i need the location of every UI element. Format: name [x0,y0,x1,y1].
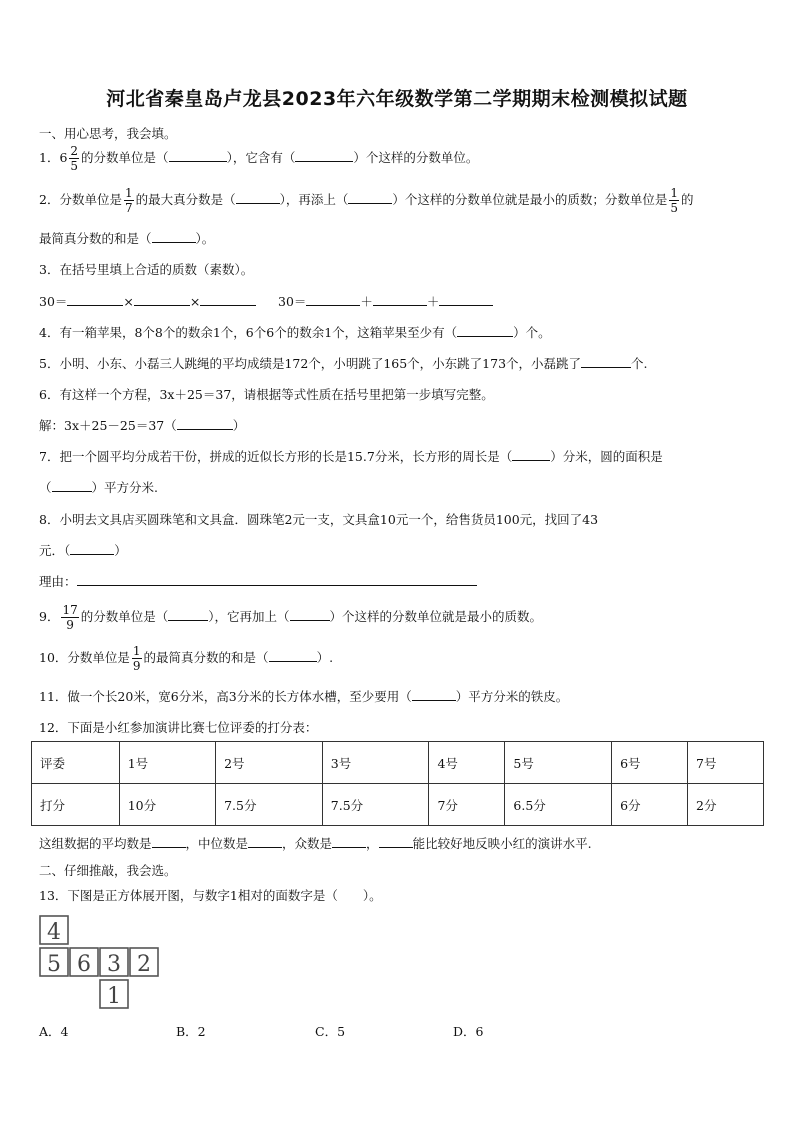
fraction: $\frac{1}{9}$ [132,644,141,673]
answer-blank[interactable] [373,293,427,306]
answer-blank[interactable] [236,191,280,204]
answer-blank[interactable] [67,293,123,306]
answer-blank[interactable] [306,293,360,306]
question-12-followup: 这组数据的平均数是 ，中位数是 ，众数是 ， 能比较好地反映小红的演讲水平. [39,836,592,851]
fraction: $\frac{1}{5}$ [670,186,679,215]
table-cell: 5号 [505,742,612,784]
answer-blank[interactable] [348,191,392,204]
question-6-solution: 解：3x＋25－25＝37（ ） [39,418,246,433]
answer-blank[interactable] [177,417,233,430]
table-cell: 7分 [429,784,505,826]
question-12: 12．下面是小红参加演讲比赛七位评委的打分表： [39,720,318,735]
answer-blank[interactable] [152,230,196,243]
table-cell: 6号 [612,742,688,784]
fraction: $\frac{17}{9}$ [62,603,78,632]
table-row [32,742,764,784]
question-7-line2: （ ）平方分米. [39,480,158,495]
table-cell: 评委 [32,742,120,784]
reason-blank[interactable] [77,573,477,586]
fraction: $\frac{1}{7}$ [124,186,133,215]
section-heading-1: 一、用心思考，我会填。 [39,126,177,141]
question-8: 8．小明去文具店买圆珠笔和文具盒．圆珠笔2元一支，文具盒10元一个，给售货员100元，找回了43 [39,512,599,527]
table-cell: 2分 [688,784,764,826]
answer-blank[interactable] [168,608,208,621]
question-8-reason: 理由： [39,572,477,590]
cube-net-figure [36,910,162,1012]
table-cell: 1号 [119,742,215,784]
answer-blank[interactable] [332,835,366,848]
answer-blank[interactable] [457,324,513,337]
question-number: 1． [39,150,60,165]
question-1: 1．6 $\frac{2}{5}$ 的分数单位是（ ），它含有（ ）个这样的分数单位。 [39,144,479,173]
answer-blank[interactable] [200,293,256,306]
net-digit: 1 [107,984,121,1009]
answer-blank[interactable] [169,149,227,162]
answer-blank[interactable] [269,649,317,662]
answer-blank[interactable] [379,835,413,848]
table-cell: 7.5分 [216,784,323,826]
table-cell: 6分 [612,784,688,826]
net-digit: 3 [107,952,121,977]
question-3-sum: 30＝ ＋ ＋ [278,292,493,310]
answer-blank[interactable] [512,448,550,461]
question-13: 13．下图是正方体展开图，与数字1相对的面数字是（ ）。 [39,888,382,903]
option-d[interactable]: D．6 [453,1024,484,1039]
question-9: 9． $\frac{17}{9}$ 的分数单位是（ ），它再加上（ ）个这样的分数单位就是最小的质数。 [39,603,543,632]
question-2-line2: 最简真分数的和是（ ）。 [39,231,215,246]
question-10: 10．分数单位是 $\frac{1}{9}$ 的最简真分数的和是（ ）. [39,644,334,673]
answer-blank[interactable] [152,835,186,848]
table-cell: 打分 [32,784,120,826]
question-7: 7．把一个圆平均分成若干份，拼成的近似长方形的长是15.7分米，长方形的周长是（ ）分米，圆的面积是 [39,449,663,464]
table-cell: 7.5分 [322,784,429,826]
fraction: $\frac{2}{5}$ [70,144,79,173]
table-cell: 6.5分 [505,784,612,826]
net-digit: 6 [77,952,91,977]
net-digit: 2 [137,952,151,977]
question-8-line2: 元．（ ） [39,543,127,558]
table-cell: 3号 [322,742,429,784]
question-2: 2．分数单位是 $\frac{1}{7}$ 的最大真分数是（ ），再添上（ ）个这样的分数单位就是最小的质数；分数单位是 $\frac{1}{5}$ 的 [39,186,694,215]
mixed-number-whole: 6 [59,150,68,165]
answer-blank[interactable] [295,149,353,162]
question-3: 3．在括号里填上合适的质数（素数）。 [39,262,254,277]
table-cell: 7号 [688,742,764,784]
option-b[interactable]: B．2 [176,1024,206,1039]
table-cell: 4号 [429,742,505,784]
question-6: 6．有这样一个方程，3x＋25＝37，请根据等式性质在括号里把第一步填写完整。 [39,387,494,402]
answer-blank[interactable] [439,293,493,306]
net-digit: 4 [47,920,61,945]
answer-blank[interactable] [290,608,330,621]
question-3-product: 30＝ × × [39,292,256,310]
table-cell: 10分 [119,784,215,826]
answer-blank[interactable] [52,479,92,492]
question-11: 11．做一个长20米，宽6分米，高3分米的长方体水槽，至少要用（ ）平方分米的铁皮。 [39,689,569,704]
answer-blank[interactable] [70,542,114,555]
score-table [31,741,764,826]
section-heading-2: 二、仔细推敲，我会选。 [39,863,177,878]
question-5: 5．小明、小东、小磊三人跳绳的平均成绩是172个，小明跳了165个，小东跳了173个，小磊跳了 个. [39,356,648,371]
option-c[interactable]: C．5 [315,1024,346,1039]
answer-blank[interactable] [248,835,282,848]
page-title: 河北省秦皇岛卢龙县2023年六年级数学第二学期期末检测模拟试题 [106,88,688,110]
answer-blank[interactable] [412,688,456,701]
option-a[interactable]: A．4 [39,1024,69,1039]
answer-blank[interactable] [134,293,190,306]
net-digit: 5 [47,952,61,977]
question-4: 4．有一箱苹果，8个8个的数余1个，6个6个的数余1个，这箱苹果至少有（ ）个。 [39,325,551,340]
table-row [32,784,764,826]
answer-blank[interactable] [581,355,631,368]
table-cell: 2号 [216,742,323,784]
